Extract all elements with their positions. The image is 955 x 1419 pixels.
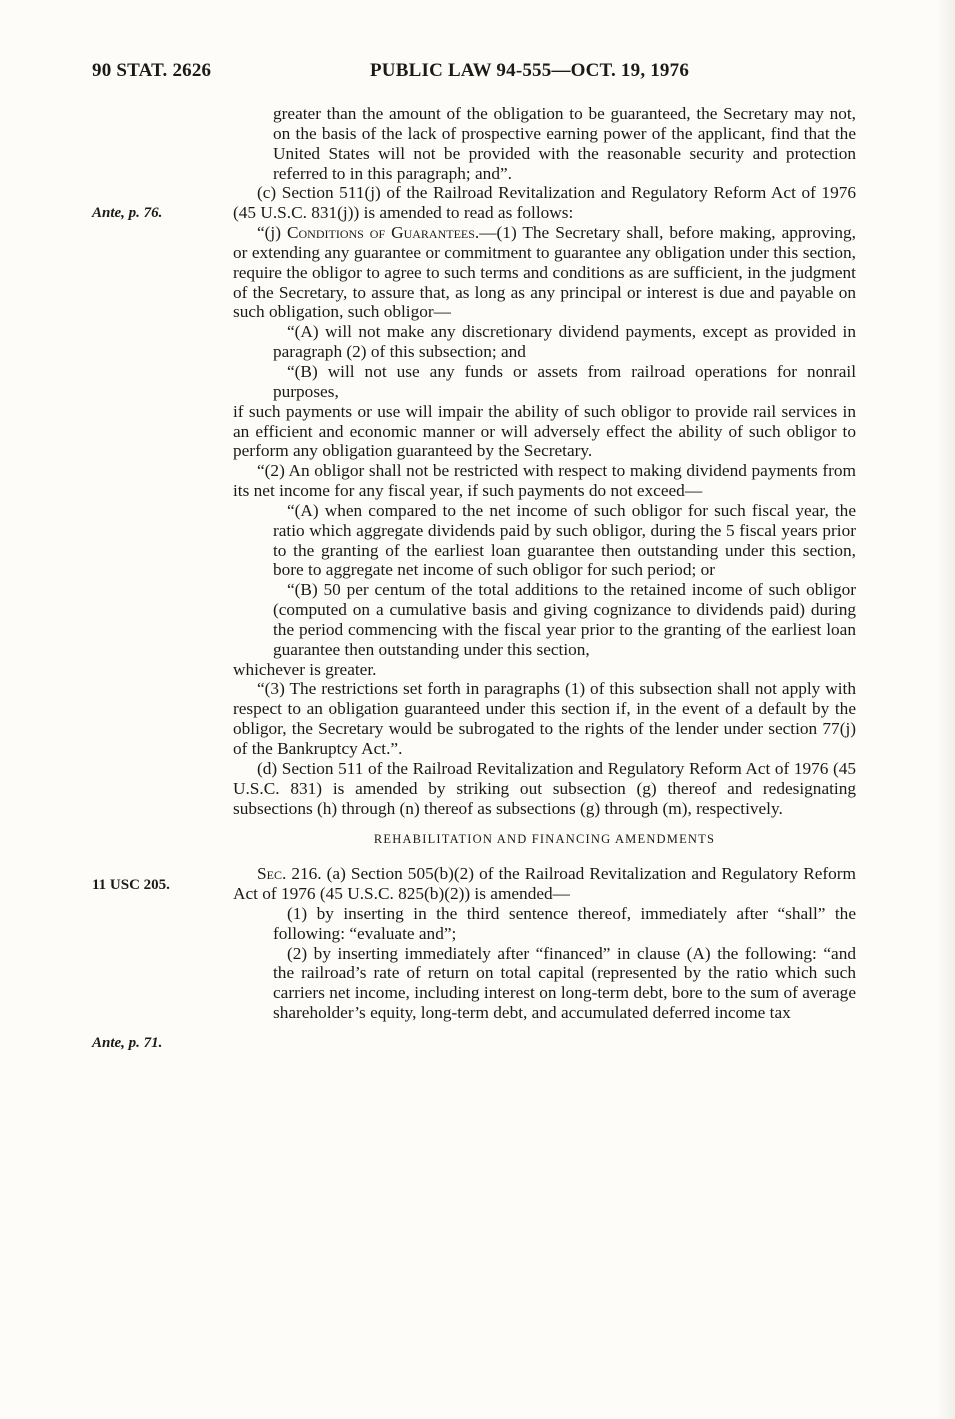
section-heading: REHABILITATION AND FINANCING AMENDMENTS — [373, 832, 716, 847]
paragraph-2-obligor: “(2) An obligor shall not be restricted with respect to making dividend payments from its net income for any fiscal year, if such payments do not exceed— — [233, 461, 856, 501]
page-header — [92, 60, 862, 86]
paragraph-if-such-payments: if such payments or use will impair the ability of such obligor to provide rail services in an efficient and economic manner or will adversely effect the ability of such obligor to perform any obligation guaranteed by the Secretary. — [233, 401, 856, 461]
section-abbrev: Sec. — [257, 864, 287, 884]
paragraph-continuation: greater than the amount of the obligation to be guaranteed, the Secretary may not, on the basis of the lack of prospective earning power of the applicant, find that the United States will not be provided with the reasonable security and protection referred to in this paragraph; and”. — [273, 104, 856, 183]
paragraph-conditions-of-guarantees — [233, 223, 856, 322]
paragraph-whichever: whichever is greater. — [233, 659, 377, 679]
scan-edge-shadow — [937, 0, 955, 1419]
margin-note-ante-p76: Ante, p. 76. — [92, 205, 163, 221]
amendment-item-1: (1) by inserting in the third sentence thereof, immediately after “shall” the following: “evaluate and”; — [273, 903, 856, 943]
paragraph-section-511-d: (d) Section 511 of the Railroad Revitalization and Regulatory Reform Act of 1976 (45 U.S.C. 831) is amended by striking out subsection (g) thereof and redesignating subsections (h) through (n) thereof as subsections (g) through (m), respectively. — [233, 758, 856, 818]
paragraph-section-511j: (c) Section 511(j) of the Railroad Revitalization and Regulatory Reform Act of 1976 (45 U.S.C. 831(j)) is amended to read as follows: — [233, 183, 856, 223]
clause-b-funds: “(B) will not use any funds or assets from railroad operations for nonrail purposes, — [273, 361, 856, 401]
public-law-title: PUBLIC LAW 94-555—OCT. 19, 1976 — [370, 60, 690, 81]
subsection-text: —(1) The Secretary shall, before making, approving, or extending any guarantee or commitment to guarantee any obligation under this section, require the obligor to agree to such terms and conditions as are sufficient, in the judgment of the Secretary, to assure that, as long as any principal or interest is due and payable on such obligation, such obligor— — [233, 223, 857, 322]
amendment-item-2: (2) by inserting immediately after “financed” in clause (A) the following: “and the railroad’s rate of return on total capital (represented by the ratio which such carriers net income, including interest on long-term debt, bore to the sum of average shareholder’s equity, long-term debt, and accumulated deferred income tax — [273, 943, 856, 1023]
clause-b-fifty-percent: “(B) 50 per centum of the total additions to the retained income of such obligor (computed on a cumulative basis and giving cognizance to dividends paid) during the period commencing with the fiscal year prior to the granting of the earliest loan guarantee then outstanding under this section, — [273, 580, 856, 659]
paragraph-sec-216 — [233, 864, 856, 904]
statute-page-number: 90 STAT. 2626 — [92, 60, 212, 81]
body-text — [233, 104, 856, 1023]
paragraph-3-restrictions: “(3) The restrictions set forth in paragraphs (1) of this subsection shall not apply with respect to an obligation guaranteed under this section if, in the event of a default by the obligor, the Secretary would be subrogated to the rights of the lender under section 77(j) of the Bankruptcy Act.”. — [233, 679, 856, 758]
margin-note-usc-205: 11 USC 205. — [92, 877, 170, 893]
subsection-heading: Conditions of Guarantees. — [286, 223, 480, 243]
subsection-label: “(j) — [257, 223, 281, 243]
clause-a-dividends: “(A) will not make any discretionary dividend payments, except as provided in paragraph (2) of this subsection; and — [273, 322, 856, 362]
clause-a-net-income: “(A) when compared to the net income of such obligor for such fiscal year, the ratio which aggregate dividends paid by such obligor, during the 5 fiscal years prior to the granting of the earliest loan guarantee then outstanding under this section, bore to aggregate net income of such obligor for such period; or — [273, 500, 856, 580]
margin-note-ante-p71: Ante, p. 71. — [92, 1035, 163, 1051]
section-216-text: 216. (a) Section 505(b)(2) of the Railroad Revitalization and Regulatory Reform Act of 1976 (45 U.S.C. 825(b)(2)) is amended— — [233, 864, 856, 904]
